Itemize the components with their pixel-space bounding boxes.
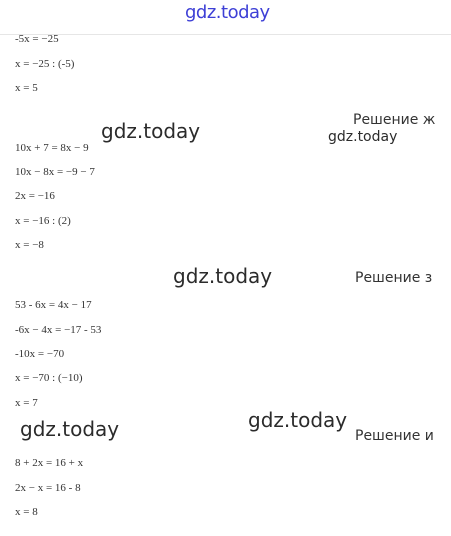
equation-line: 53 - 6x = 4x − 17 xyxy=(15,299,92,311)
watermark: gdz.today xyxy=(101,119,201,143)
equation-line: 2x = −16 xyxy=(15,190,55,202)
solution-heading: Решение з xyxy=(355,270,433,286)
equation-line: x = 7 xyxy=(15,397,38,409)
watermark: gdz.today xyxy=(248,408,348,432)
site-header xyxy=(0,0,451,35)
watermark: gdz.today xyxy=(173,264,273,288)
equation-line: x = −25 : (-5) xyxy=(15,58,75,70)
watermark: gdz.today xyxy=(328,129,398,145)
equation-line: 8 + 2x = 16 + x xyxy=(15,457,84,469)
equation-line: x = −70 : (−10) xyxy=(15,372,83,384)
equation-line: x = −16 : (2) xyxy=(15,215,71,227)
equation-line: -10x = −70 xyxy=(15,348,65,360)
equation-line: x = 5 xyxy=(15,82,38,94)
watermark: gdz.today xyxy=(20,417,120,441)
equation-line: 10x − 8x = −9 − 7 xyxy=(15,166,95,178)
equation-line: -6x − 4x = −17 - 53 xyxy=(15,324,102,336)
equation-line: -5x = −25 xyxy=(15,33,59,45)
equation-line: x = −8 xyxy=(15,239,44,251)
equation-line: 2x − x = 16 - 8 xyxy=(15,482,81,494)
solution-heading: Решение ж xyxy=(353,112,436,128)
equation-line: x = 8 xyxy=(15,506,38,518)
equation-line: 10x + 7 = 8x − 9 xyxy=(15,142,89,154)
solution-heading: Решение и xyxy=(355,428,434,444)
site-logo[interactable]: gdz.today xyxy=(185,2,270,23)
